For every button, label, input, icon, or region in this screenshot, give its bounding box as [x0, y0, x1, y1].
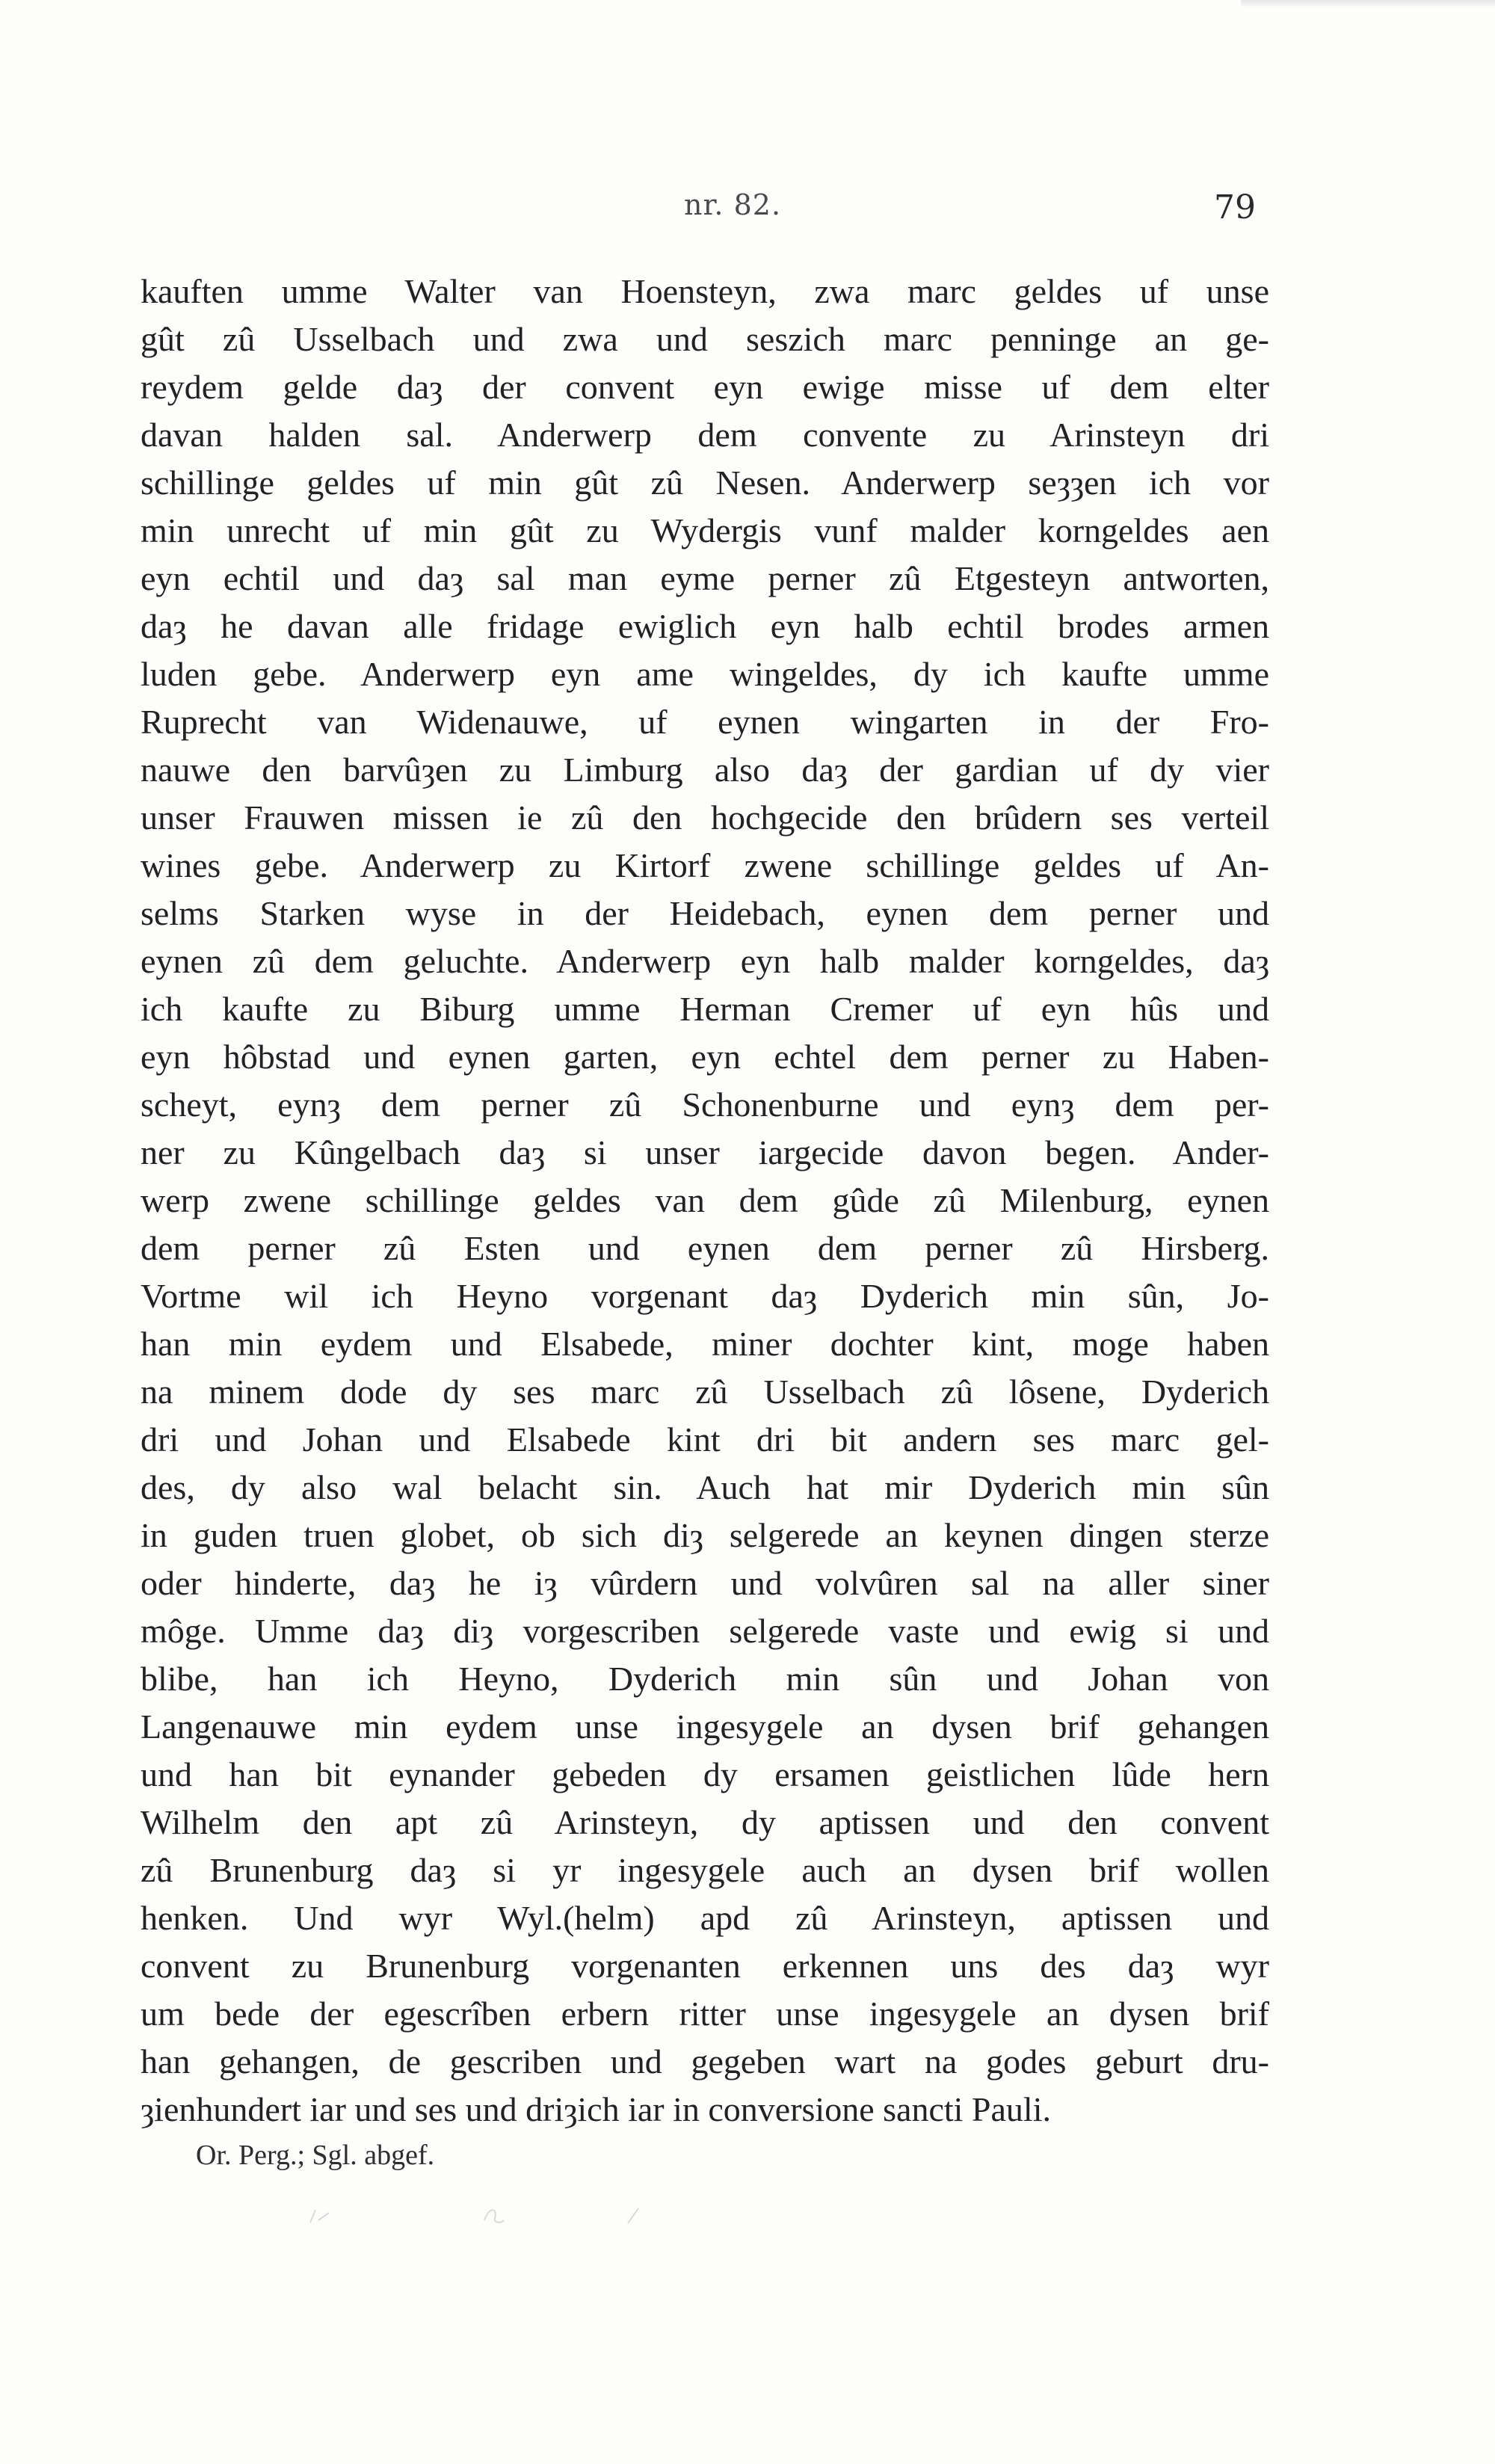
text-line: eyn hôbstad und eynen garten, eyn echtel dem perner zu Haben-: [141, 1038, 1269, 1076]
text-line: min unrecht uf min gût zu Wydergis vunf malder korngeldes aen: [141, 511, 1269, 549]
pencil-mark: [620, 2204, 650, 2226]
text-line: eyn echtil und daȝ sal man eyme perner zû Etgesteyn antworten,: [141, 559, 1269, 597]
text-line: daȝ he davan alle fridage ewiglich eyn halb echtil brodes armen: [141, 607, 1269, 645]
text-line: blibe, han ich Heyno, Dyderich min sûn und Johan von: [141, 1660, 1269, 1698]
text-line: ȝienhundert iar und ses und driȝich iar in conversione sancti Pauli.: [141, 2090, 1051, 2128]
text-line: Langenauwe min eydem unse ingesygele an dysen brif gehangen: [141, 1707, 1269, 1746]
document-number: nr. 82.: [683, 188, 782, 221]
text-line: dem perner zû Esten und eynen dem perner zû Hirsberg.: [141, 1229, 1269, 1267]
text-line: in guden truen globet, ob sich diȝ selgerede an keynen dingen sterze: [141, 1516, 1269, 1554]
text-line: selms Starken wyse in der Heidebach, eynen dem perner und: [141, 894, 1269, 932]
text-line: wines gebe. Anderwerp zu Kirtorf zwene schillinge geldes uf An-: [141, 846, 1269, 884]
text-line: zû Brunenburg daȝ si yr ingesygele auch an dysen brif wollen: [141, 1851, 1269, 1889]
text-line: convent zu Brunenburg vorgenanten erkennen uns des daȝ wyr: [141, 1947, 1269, 1985]
text-line: schillinge geldes uf min gût zû Nesen. Anderwerp seȝȝen ich vor: [141, 463, 1269, 502]
text-line: Vortme wil ich Heyno vorgenant daȝ Dyderich min sûn, Jo-: [141, 1277, 1269, 1315]
text-line: werp zwene schillinge geldes van dem gûde zû Milenburg, eynen: [141, 1181, 1269, 1219]
pencil-mark: [306, 2204, 336, 2226]
text-line: Wilhelm den apt zû Arinsteyn, dy aptissen und den convent: [141, 1803, 1269, 1841]
text-line: dri und Johan und Elsabede kint dri bit andern ses marc gel-: [141, 1420, 1269, 1459]
text-line: davan halden sal. Anderwerp dem convente zu Arinsteyn dri: [141, 416, 1269, 454]
text-line: ich kaufte zu Biburg umme Herman Cremer uf eyn hûs und: [141, 990, 1269, 1028]
text-line: ner zu Kûngelbach daȝ si unser iargecide davon begen. Ander-: [141, 1133, 1269, 1171]
text-line: des, dy also wal belacht sin. Auch hat mir Dyderich min sûn: [141, 1468, 1269, 1506]
text-line: unser Frauwen missen ie zû den hochgecide den brûdern ses verteil: [141, 798, 1269, 837]
text-line: und han bit eynander gebeden dy ersamen geistlichen lûde hern: [141, 1755, 1269, 1793]
text-line: kauften umme Walter van Hoensteyn, zwa marc geldes uf unse: [141, 272, 1269, 310]
source-note: Or. Perg.; Sgl. abgef.: [196, 2140, 435, 2171]
text-line: eynen zû dem geluchte. Anderwerp eyn halb malder korngeldes, daȝ: [141, 942, 1269, 980]
text-line: scheyt, eynȝ dem perner zû Schonenburne und eynȝ dem per-: [141, 1085, 1269, 1124]
pencil-mark: [478, 2204, 508, 2226]
text-line: môge. Umme daȝ diȝ vorgescriben selgerede vaste und ewig si und: [141, 1612, 1269, 1650]
text-line: henken. Und wyr Wyl.(helm) apd zû Arinsteyn, aptissen und: [141, 1899, 1269, 1937]
text-line: na minem dode dy ses marc zû Usselbach zû lôsene, Dyderich: [141, 1373, 1269, 1411]
text-line: gût zû Usselbach und zwa und seszich marc penninge an ge-: [141, 320, 1269, 358]
text-line: han min eydem und Elsabede, miner dochter kint, moge haben: [141, 1325, 1269, 1363]
page-number: 79: [1214, 188, 1256, 227]
text-line: han gehangen, de gescriben und gegeben wart na godes geburt dru-: [141, 2042, 1269, 2080]
text-line: um bede der egescrîben erbern ritter unse ingesygele an dysen brif: [141, 1995, 1269, 2033]
text-line: oder hinderte, daȝ he iȝ vûrdern und volvûren sal na aller siner: [141, 1564, 1269, 1602]
body-text: [141, 268, 1269, 2134]
text-line: nauwe den barvûȝen zu Limburg also daȝ der gardian uf dy vier: [141, 751, 1269, 789]
scan-edge: [1241, 0, 1495, 7]
text-line: luden gebe. Anderwerp eyn ame wingeldes, dy ich kaufte umme: [141, 655, 1269, 693]
text-line: Ruprecht van Widenauwe, uf eynen wingarten in der Fro-: [141, 703, 1269, 741]
text-line: reydem gelde daȝ der convent eyn ewige misse uf dem elter: [141, 368, 1269, 406]
